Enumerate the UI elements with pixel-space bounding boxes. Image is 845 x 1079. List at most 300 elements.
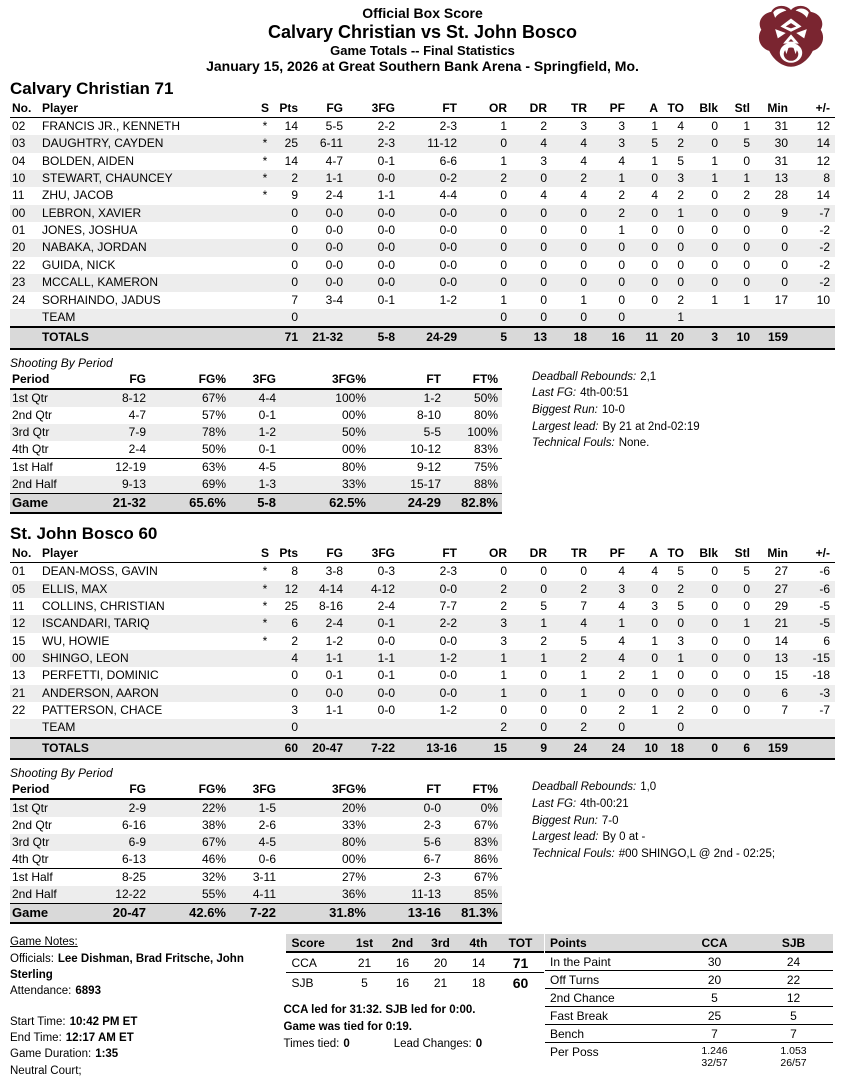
cell <box>400 719 462 737</box>
cell: 18 <box>471 975 486 990</box>
cell: 1 <box>580 292 587 307</box>
cell: 85% <box>473 887 498 902</box>
per-poss-row <box>545 1043 833 1071</box>
cell: 1-2 <box>423 390 441 405</box>
cell: 83% <box>473 441 498 456</box>
cell <box>630 309 663 327</box>
cell: 78% <box>201 424 226 439</box>
cell: 0 <box>580 240 587 255</box>
cell: 0 <box>711 668 718 683</box>
cell: 4 <box>580 153 587 168</box>
cell <box>255 205 273 222</box>
cell: 0 <box>677 240 684 255</box>
cell: 0 <box>291 668 298 683</box>
court-line: Neutral Court; <box>10 1064 82 1077</box>
game-shooting-row <box>10 493 502 513</box>
team-section-calvary-christian <box>10 79 835 514</box>
column-header: Score <box>286 934 346 952</box>
cell: 3 <box>618 581 625 596</box>
cell: 0 <box>743 633 750 648</box>
cell: 5 <box>677 153 684 168</box>
cell: 62.5% <box>280 493 370 513</box>
column-header: A <box>630 545 663 563</box>
cell: 21-32 <box>85 493 150 513</box>
table-row <box>10 615 835 632</box>
cell: 21-32 <box>303 327 348 348</box>
cell: 2-2 <box>377 118 395 133</box>
note-line <box>532 402 700 419</box>
cell <box>689 309 723 327</box>
cell: 0 <box>711 703 718 718</box>
note-value: 4th-00:21 <box>580 797 629 810</box>
column-header: 3FG <box>348 545 400 563</box>
table-row <box>10 869 502 887</box>
column-header: Stl <box>723 545 755 563</box>
column-header: FT <box>370 781 445 799</box>
cell: FRANCIS JR., KENNETH <box>42 118 181 133</box>
cell: 0 <box>580 309 587 324</box>
cell: 7-22 <box>230 904 280 924</box>
cell <box>348 719 400 737</box>
cell: 5 <box>677 564 684 579</box>
cell: 57% <box>201 407 226 422</box>
table-row <box>10 441 502 459</box>
cell: 0 <box>291 309 298 324</box>
cell: 12 <box>12 616 26 631</box>
cell: 1 <box>540 651 547 666</box>
cell: NABAKA, JORDAN <box>42 240 147 255</box>
cell: 25 <box>284 136 298 151</box>
cell: 05 <box>12 581 26 596</box>
cell: -15 <box>812 651 830 666</box>
cell: 0 <box>711 564 718 579</box>
per-poss-sjb <box>754 1043 833 1071</box>
table-row <box>10 274 835 291</box>
cell: 1 <box>677 205 684 220</box>
cell: STEWART, CHAUNCEY <box>42 171 173 186</box>
cell: 6-7 <box>423 852 441 867</box>
cell: 60 <box>273 738 303 759</box>
cell: 0-1 <box>258 407 276 422</box>
cell: 0 <box>580 275 587 290</box>
cell: 8 <box>291 564 298 579</box>
cell: 0 <box>540 685 547 700</box>
column-header: S <box>255 100 273 118</box>
note-label: Last FG: <box>532 387 577 400</box>
cell: 7 <box>675 1025 754 1043</box>
cell <box>255 222 273 239</box>
cell: 69% <box>201 476 226 491</box>
table-row <box>10 222 835 239</box>
cell: 4-5 <box>230 458 280 476</box>
per-poss-label: Per Poss <box>550 1044 599 1059</box>
cell: 24 <box>754 952 833 971</box>
cell: 0 <box>711 118 718 133</box>
cell: 67% <box>201 835 226 850</box>
cell: 0 <box>743 598 750 613</box>
attendance-value: 6893 <box>75 985 101 998</box>
table-row <box>10 650 835 667</box>
cell: 1-1 <box>377 651 395 666</box>
table-row <box>10 476 502 494</box>
column-header: Stl <box>723 100 755 118</box>
note-line <box>532 779 775 796</box>
cell: 2 <box>580 651 587 666</box>
cell: 5 <box>743 136 750 151</box>
cell: 2 <box>540 633 547 648</box>
cell: 0 <box>580 205 587 220</box>
per-poss-cca <box>675 1043 754 1071</box>
cell: 0 <box>500 223 507 238</box>
shooting-section-sjb <box>10 766 835 924</box>
cell: 0 <box>291 685 298 700</box>
cell: 0 <box>540 309 547 324</box>
cell: 1st Half <box>10 869 85 887</box>
cell: 3-11 <box>230 869 280 887</box>
cell: 21 <box>433 975 448 990</box>
cell: 0 <box>618 275 625 290</box>
cell: 22% <box>201 801 226 816</box>
cell: 03 <box>12 136 26 151</box>
cell <box>400 309 462 327</box>
cell: 0 <box>677 257 684 272</box>
cell: In the Paint <box>545 952 675 971</box>
cell: 1-5 <box>258 801 276 816</box>
cell: * <box>262 564 268 579</box>
cell: 0-0 <box>439 257 457 272</box>
cell <box>10 327 40 348</box>
cell: 0 <box>743 668 750 683</box>
column-header: Period <box>10 371 85 389</box>
cell: 4 <box>618 598 625 613</box>
player-stats-table-sjb <box>10 545 835 760</box>
cell: 0-0 <box>439 668 457 683</box>
end-time-line <box>10 1030 282 1046</box>
table-row <box>10 205 835 222</box>
cell: 2 <box>618 668 625 683</box>
per-poss-sjb-rate: 1.053 <box>780 1044 807 1057</box>
cell: 0 <box>651 651 658 666</box>
player-stats-table-cca <box>10 100 835 350</box>
cell: 0 <box>540 703 547 718</box>
cell: 13-16 <box>400 738 462 759</box>
column-header: No. <box>10 545 40 563</box>
cell: 0 <box>580 703 587 718</box>
cell: 20 <box>422 952 460 973</box>
cell: 0-1 <box>377 668 395 683</box>
per-poss-cca-detail: 32/57 <box>701 1057 728 1069</box>
table-row <box>10 598 835 615</box>
cell: -5 <box>819 616 830 631</box>
table-row <box>545 1025 833 1043</box>
cell: 2 <box>540 118 547 133</box>
table-row <box>545 952 833 971</box>
cell: Bench <box>545 1025 675 1043</box>
cell: 4-12 <box>370 581 395 596</box>
cell: 0-0 <box>439 240 457 255</box>
cell: 100% <box>467 424 498 439</box>
cell: 0 <box>743 223 750 238</box>
linescore-block <box>284 934 544 1079</box>
duration-line <box>10 1046 282 1062</box>
cell: SORHAINDO, JADUS <box>42 292 161 307</box>
cell: 60 <box>512 974 529 991</box>
note-line <box>532 829 775 846</box>
cell: DEAN-MOSS, GAVIN <box>42 564 158 579</box>
cell: * <box>262 598 268 613</box>
cell: 9 <box>781 205 788 220</box>
cell: 82.8% <box>445 493 502 513</box>
cell: 0-0 <box>377 633 395 648</box>
cell: 14 <box>816 188 830 203</box>
cell: 1 <box>580 685 587 700</box>
cell: 80% <box>341 835 366 850</box>
cell: 1 <box>743 118 750 133</box>
cell: TEAM <box>42 720 76 735</box>
cell: 24 <box>12 292 26 307</box>
cell: 10 <box>816 292 830 307</box>
cell: Game <box>10 493 85 513</box>
cell: 75% <box>445 458 502 476</box>
cell: 0-0 <box>325 257 343 272</box>
cell: 2-3 <box>377 136 395 151</box>
cell: 0 <box>500 188 507 203</box>
cell: 0 <box>711 633 718 648</box>
cell: PATTERSON, CHACE <box>42 703 163 718</box>
cell: 2-4 <box>128 441 146 456</box>
cell: * <box>262 136 268 151</box>
cell: -7 <box>819 205 830 220</box>
cell: 0 <box>291 257 298 272</box>
cell: 11 <box>12 188 25 203</box>
shooting-header-row <box>10 781 502 799</box>
cell: 42.6% <box>150 904 230 924</box>
cell: 8 <box>823 171 830 186</box>
cell: 4 <box>618 153 625 168</box>
cell: 86% <box>473 852 498 867</box>
cell <box>255 239 273 256</box>
cell: 11-12 <box>427 136 457 151</box>
cell: 8-16 <box>318 598 343 613</box>
report-title: Official Box Score <box>362 5 483 21</box>
cell: 0 <box>651 685 658 700</box>
cell: 4th Qtr <box>12 852 49 867</box>
cell: 1-1 <box>377 188 395 203</box>
cell: 31 <box>774 118 788 133</box>
cell <box>793 327 835 348</box>
cell: 32% <box>150 869 230 887</box>
note-line <box>532 435 700 452</box>
cell: 2 <box>677 136 684 151</box>
cell: 1 <box>651 633 658 648</box>
column-header: PF <box>592 545 630 563</box>
cell: 3-8 <box>325 564 343 579</box>
cell <box>255 702 273 719</box>
cell: 20-47 <box>303 738 348 759</box>
shooting-by-period-label: Shooting By Period <box>10 766 113 781</box>
cell: 0 <box>291 720 298 735</box>
cell: 00% <box>341 441 366 456</box>
cell: 2nd Chance <box>545 989 675 1007</box>
cell: 4 <box>291 651 298 666</box>
cell: SHINGO, LEON <box>42 651 129 666</box>
cell: 0 <box>500 205 507 220</box>
cell: 2 <box>743 188 750 203</box>
lead-summary <box>284 1002 544 1051</box>
cell: 0-3 <box>377 564 395 579</box>
cell: 33% <box>341 476 366 491</box>
cell: 18 <box>552 327 592 348</box>
cell: 31.8% <box>280 904 370 924</box>
cell: 0 <box>711 651 718 666</box>
cell: 0 <box>500 240 507 255</box>
game-shooting-row <box>10 904 502 924</box>
cell: 1-2 <box>439 651 457 666</box>
cell: 0 <box>711 136 718 151</box>
cell <box>255 667 273 684</box>
cell: 38% <box>201 818 226 833</box>
column-header: TR <box>552 545 592 563</box>
cell: 0-0 <box>377 275 395 290</box>
cell: 30 <box>675 952 754 971</box>
cell <box>10 719 40 737</box>
cell: 4 <box>651 188 658 203</box>
cell: 1-2 <box>439 292 457 307</box>
cell: ISCANDARI, TARIQ <box>42 616 150 631</box>
cell: * <box>262 633 268 648</box>
column-header: Player <box>40 100 255 118</box>
cell: 0 <box>689 738 723 759</box>
cell: 5-8 <box>230 493 280 513</box>
team-section-st-john-bosco <box>10 524 835 925</box>
cell: 0 <box>291 275 298 290</box>
cell: 1 <box>743 616 750 631</box>
team-notes-cca <box>532 356 700 452</box>
cell: 0-0 <box>325 685 343 700</box>
cell: 6-11 <box>319 136 343 151</box>
cell: 0-0 <box>325 205 343 220</box>
cell: 11-13 <box>411 887 441 902</box>
cell: 1 <box>651 703 658 718</box>
game-date-location: January 15, 2026 at Great Southern Bank Arena - Springfield, Mo. <box>206 58 639 75</box>
team-title: Calvary Christian 71 <box>10 78 174 98</box>
lead-changes-value: 0 <box>475 1037 483 1050</box>
cell: TOTALS <box>40 738 255 759</box>
cell: 80% <box>473 407 498 422</box>
table-row <box>545 971 833 989</box>
cell: 2 <box>618 703 625 718</box>
cell: 0-0 <box>377 205 395 220</box>
cell: 20-47 <box>85 904 150 924</box>
column-header: Min <box>755 545 793 563</box>
table-row <box>10 239 835 256</box>
cell: * <box>262 171 268 186</box>
cell: 2-3 <box>370 869 445 887</box>
column-header: +/- <box>793 545 835 563</box>
cell <box>348 309 400 327</box>
column-header: Pts <box>273 545 303 563</box>
cell: -6 <box>819 581 830 596</box>
cell: 5-5 <box>325 118 343 133</box>
cell <box>303 719 348 737</box>
cell: Fast Break <box>545 1007 675 1025</box>
team-title: St. John Bosco 60 <box>10 523 158 543</box>
linescore-header-row <box>286 934 544 952</box>
cell: 0 <box>540 275 547 290</box>
cell: 6 <box>723 738 755 759</box>
note-line <box>532 846 775 863</box>
note-value: 2,1 <box>640 370 657 383</box>
column-header: 3FG <box>230 371 280 389</box>
cell: 6 <box>291 616 298 631</box>
cell: 1-2 <box>258 424 276 439</box>
cell <box>793 719 835 737</box>
cell: 0 <box>291 223 298 238</box>
table-row <box>10 817 502 834</box>
cell: 0-0 <box>377 703 395 718</box>
cell: 00 <box>12 205 26 220</box>
cell: 7 <box>580 598 587 613</box>
cell <box>755 309 793 327</box>
cell: 4-4 <box>258 390 276 405</box>
column-header: FT <box>400 545 462 563</box>
note-label: Last FG: <box>532 797 577 810</box>
times-tied-value: 0 <box>343 1037 350 1050</box>
cell: 1-2 <box>439 703 457 718</box>
column-header: 3FG <box>348 100 400 118</box>
cell: 0-0 <box>439 205 457 220</box>
cell <box>255 327 273 348</box>
note-value: 4th-00:51 <box>580 387 629 400</box>
cell: 0-0 <box>325 240 343 255</box>
cell: 0-6 <box>258 852 276 867</box>
cell: 4 <box>540 136 547 151</box>
cell: 0-0 <box>377 240 395 255</box>
cell: -18 <box>812 668 830 683</box>
note-label: Largest lead: <box>532 831 599 844</box>
cell: 1 <box>500 118 507 133</box>
column-header: Player <box>40 545 255 563</box>
table-row <box>10 187 835 204</box>
cell: 16 <box>592 327 630 348</box>
cell: -2 <box>819 223 830 238</box>
note-label: Biggest Run: <box>532 814 598 827</box>
cell: 4-4 <box>439 188 457 203</box>
cell: 65.6% <box>150 493 230 513</box>
cell: 0 <box>651 171 658 186</box>
cell: 2-3 <box>439 118 457 133</box>
cell: 0 <box>618 685 625 700</box>
cell: 4th Qtr <box>12 441 49 456</box>
table-row <box>10 257 835 274</box>
lead-changes-label: Lead Changes: <box>393 1037 472 1050</box>
cell: -2 <box>819 275 830 290</box>
cell: 02 <box>12 118 26 133</box>
totals-row <box>10 327 835 348</box>
cell: 00% <box>341 407 366 422</box>
cell <box>689 719 723 737</box>
cell: 3-4 <box>325 292 343 307</box>
cell: 5-8 <box>348 327 400 348</box>
officials-label: Officials: <box>10 952 54 965</box>
cell: 0 <box>743 205 750 220</box>
cell: 12 <box>754 989 833 1007</box>
start-time-line <box>10 1014 282 1030</box>
footer <box>10 934 835 1079</box>
column-header: PF <box>592 100 630 118</box>
note-value: 10-0 <box>601 403 625 416</box>
cell: 18 <box>663 738 689 759</box>
